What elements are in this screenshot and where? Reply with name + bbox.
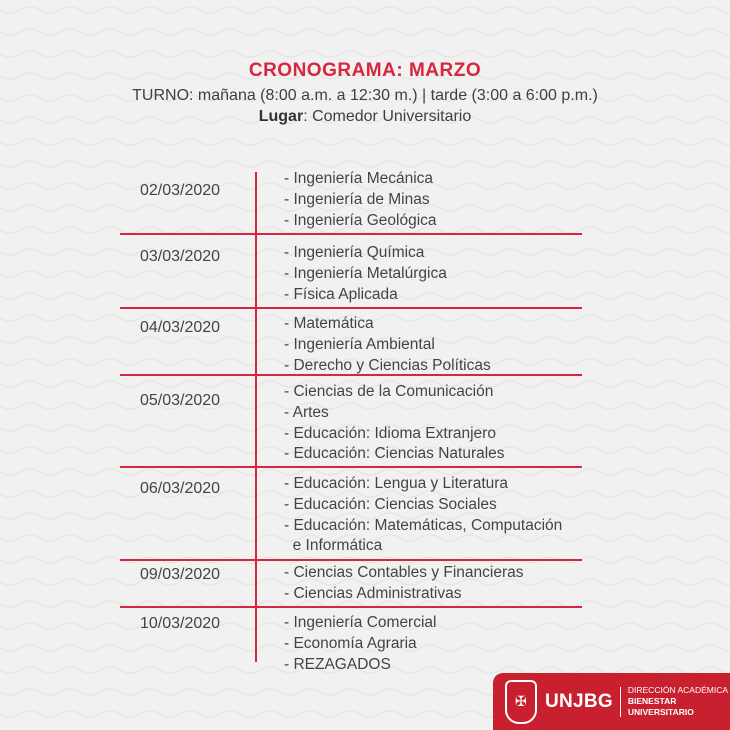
row-divider	[120, 374, 582, 376]
date-cell: 05/03/2020	[140, 392, 221, 409]
brand-name: UNJBG	[544, 690, 613, 712]
date-cell: 03/03/2020	[140, 248, 221, 265]
faculty-item: - Ciencias de la Comunicación	[284, 383, 494, 400]
row-divider	[120, 466, 582, 468]
faculty-item: - Artes	[284, 403, 329, 421]
date-cell: 10/03/2020	[140, 615, 221, 632]
faculty-item: - Educación: Idioma Extranjero	[284, 424, 496, 442]
faculty-item: - Ingeniería Ambiental	[284, 335, 435, 353]
row-divider	[120, 307, 582, 309]
row-divider	[120, 233, 582, 235]
footer-banner	[493, 673, 730, 730]
date-cell: 06/03/2020	[140, 480, 221, 497]
department-line-2: BIENESTAR UNIVERSITARIO	[627, 696, 694, 717]
vertical-divider	[255, 172, 257, 662]
faculty-item: - Ingeniería Química	[284, 244, 425, 261]
faculty-list	[284, 243, 624, 305]
university-seal-icon: ✠	[505, 680, 537, 724]
faculty-list	[284, 613, 624, 675]
faculty-item: - Ingeniería Geológica	[284, 211, 437, 229]
row-divider	[120, 606, 582, 608]
turno-text: TURNO: mañana (8:00 a.m. a 12:30 m.) | tarde (3:00 a 6:00 p.m.)	[132, 87, 598, 104]
faculty-item: - REZAGADOS	[284, 655, 391, 673]
faculty-item: - Ingeniería Metalúrgica	[284, 264, 447, 282]
faculty-item: - Educación: Ciencias Sociales	[284, 495, 497, 513]
faculty-list	[284, 474, 624, 557]
department-line-1: DIRECCIÓN ACADÉMICA	[627, 685, 728, 695]
faculty-item: - Ciencias Contables y Financieras	[284, 564, 524, 581]
faculty-item: e Informática	[284, 537, 383, 555]
date-cell: 04/03/2020	[140, 319, 221, 336]
department-name	[628, 685, 730, 718]
faculty-item: - Ingeniería Comercial	[284, 614, 437, 631]
faculty-list	[284, 563, 624, 605]
date-cell: 09/03/2020	[140, 566, 221, 583]
faculty-list	[284, 169, 624, 231]
faculty-item: - Ingeniería Mecánica	[284, 170, 434, 187]
faculty-item: - Ingeniería de Minas	[284, 190, 430, 208]
faculty-item: - Matemática	[284, 315, 374, 332]
faculty-item: - Física Aplicada	[284, 285, 398, 303]
faculty-item: - Economía Agraria	[284, 634, 417, 652]
faculty-item: - Ciencias Administrativas	[284, 584, 462, 602]
footer-separator	[620, 687, 621, 717]
faculty-item: - Educación: Lengua y Literatura	[284, 475, 509, 492]
faculty-list	[284, 314, 624, 376]
faculty-list	[284, 382, 624, 465]
page-title: CRONOGRAMA: MARZO	[248, 60, 482, 81]
lugar-label: Lugar	[258, 108, 304, 125]
faculty-item: - Derecho y Ciencias Políticas	[284, 356, 491, 374]
faculty-item: - Educación: Matemáticas, Computación	[284, 516, 563, 534]
faculty-item: - Educación: Ciencias Naturales	[284, 445, 505, 463]
row-divider	[120, 559, 582, 561]
date-cell: 02/03/2020	[140, 182, 221, 199]
lugar-value: : Comedor Universitario	[303, 108, 472, 125]
